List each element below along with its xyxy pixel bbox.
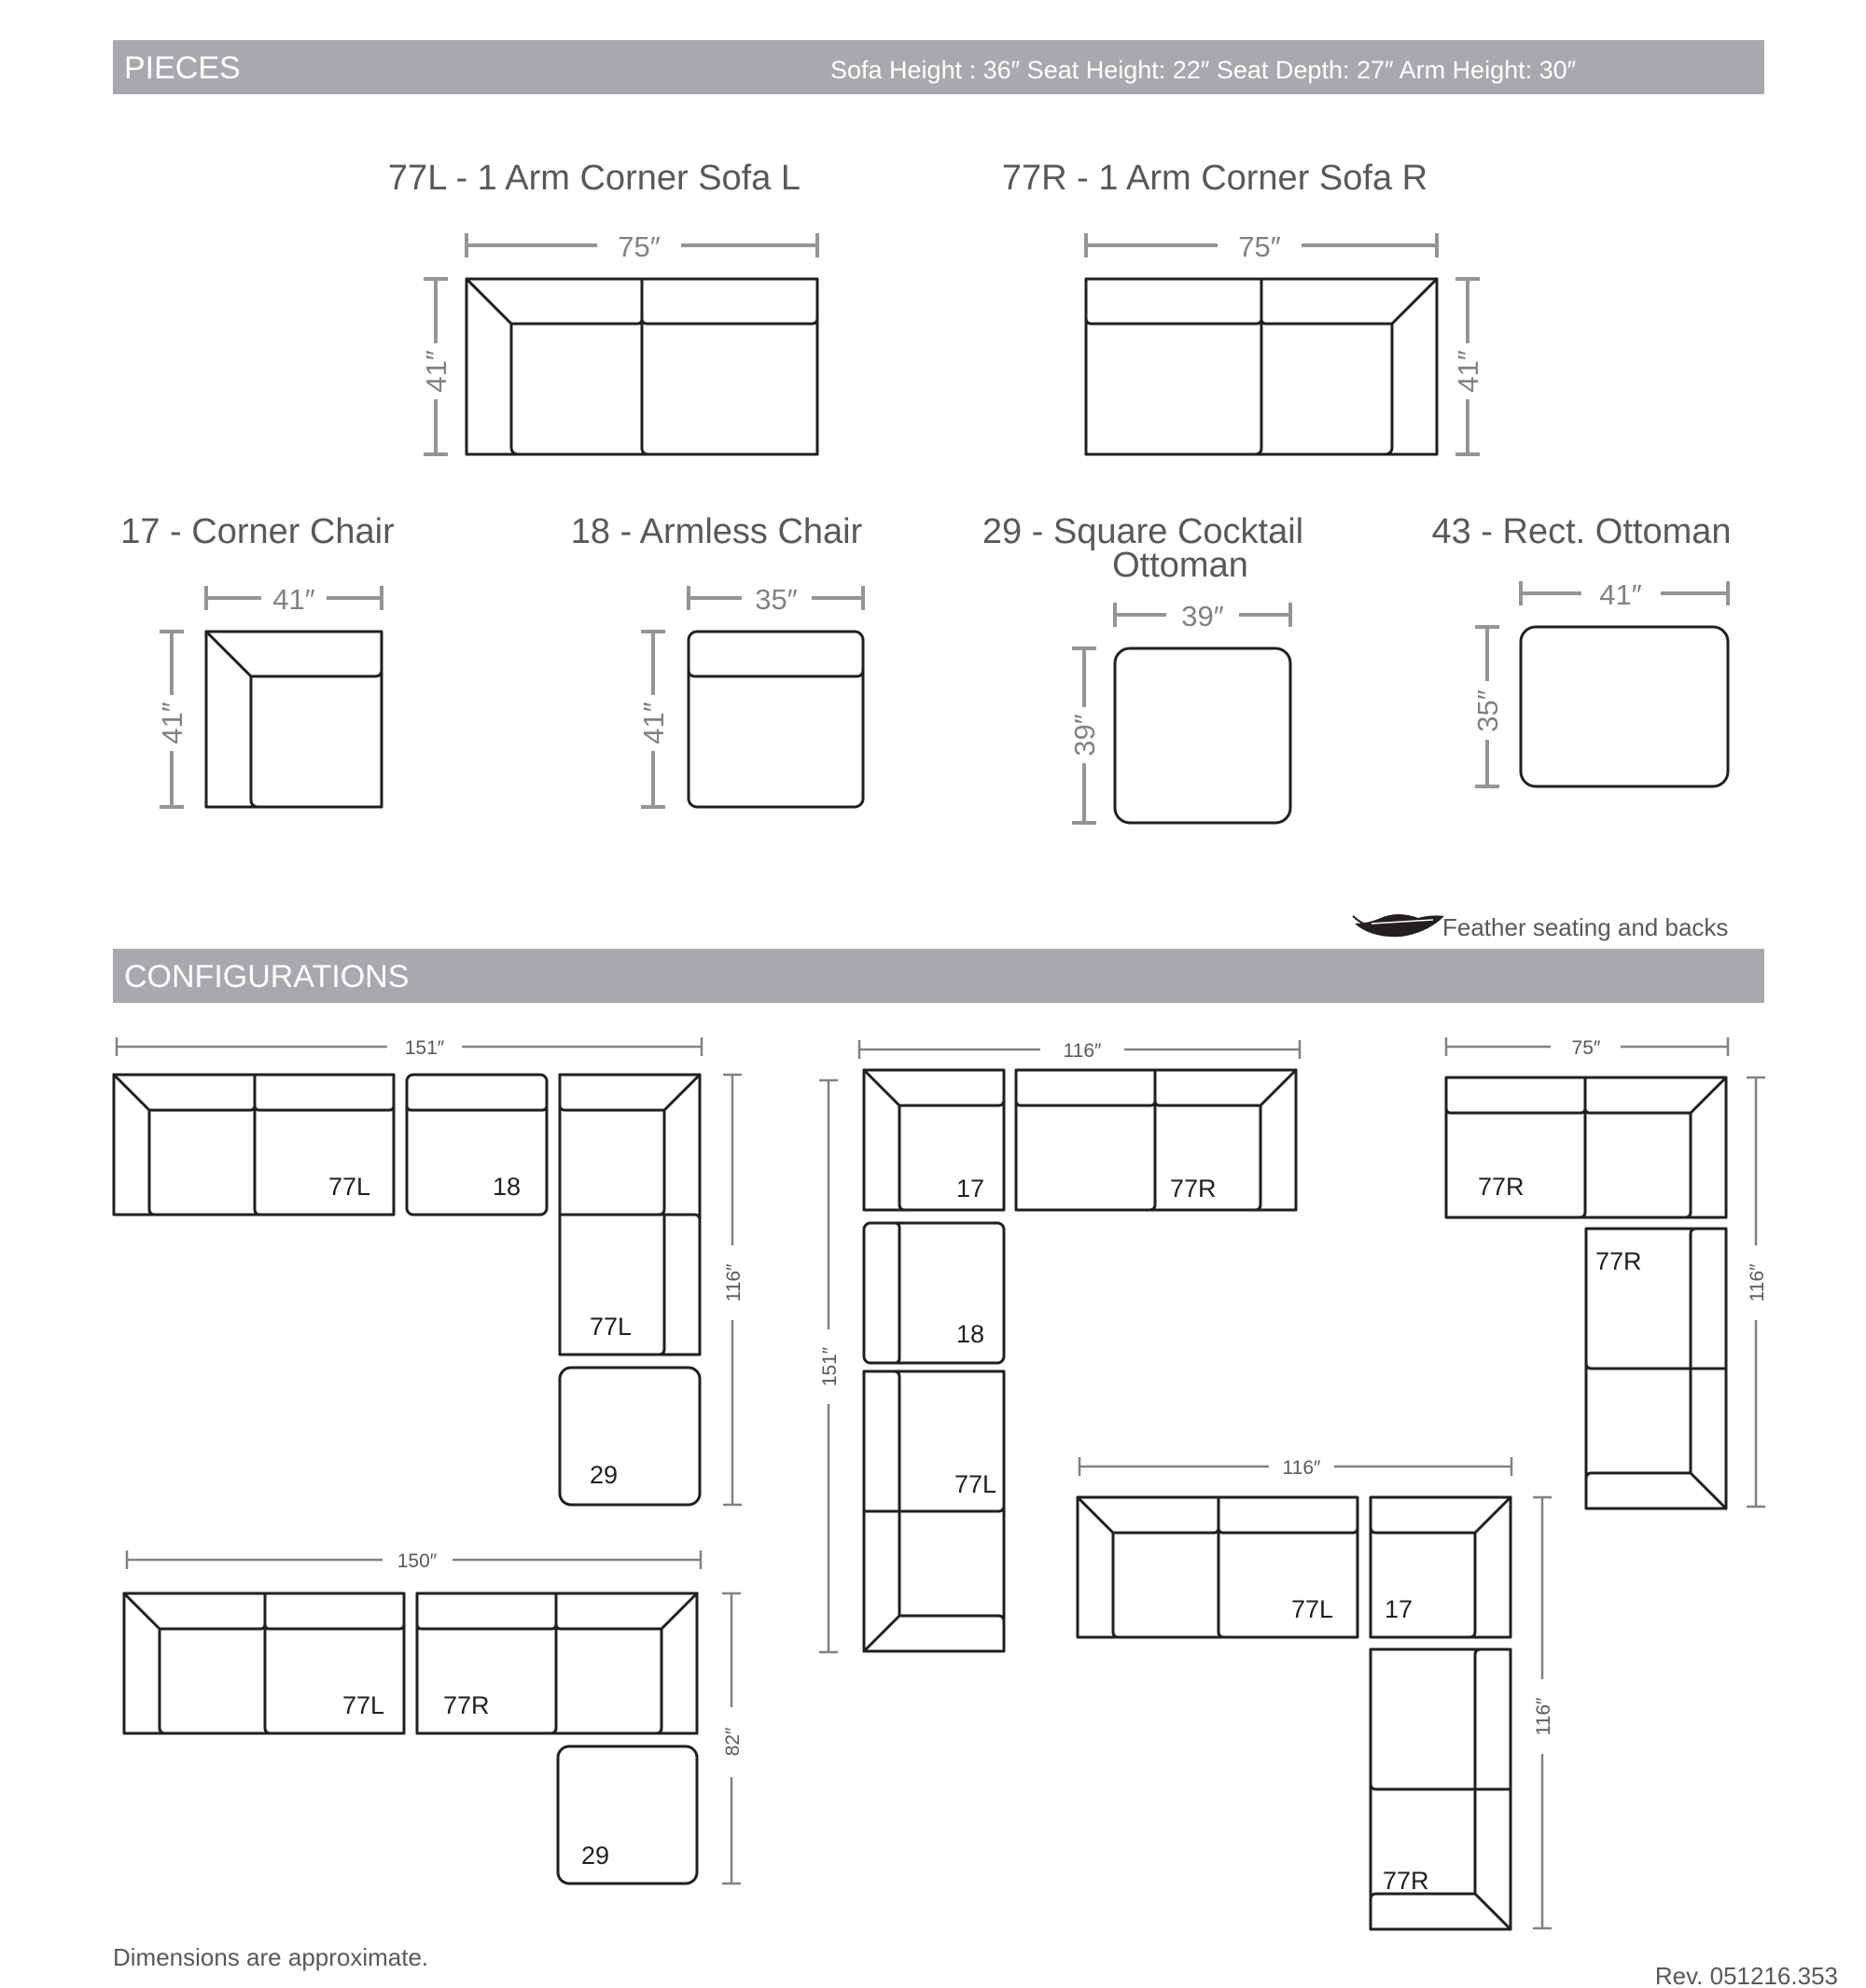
config-4-label-17: 17: [1385, 1595, 1413, 1623]
config-1-armless-18: [407, 1075, 547, 1215]
piece-77r-depth: 41″: [1452, 350, 1484, 393]
piece-77l-drawing: [466, 279, 817, 454]
piece-77r-drawing: [1086, 279, 1437, 454]
pieces-header: [113, 40, 1764, 94]
piece-77l-title: 77L - 1 Arm Corner Sofa L: [387, 159, 801, 198]
configuration-1: [114, 1037, 745, 1505]
config-2-depth: 82″: [722, 1727, 744, 1757]
config-2-depth-dimension: [722, 1593, 744, 1884]
config-5-label-77r: 77R: [1478, 1173, 1525, 1201]
config-1-width-dimension: [117, 1037, 702, 1059]
piece-18: [571, 512, 863, 807]
config-5-depth: 116″: [1747, 1263, 1768, 1302]
config-2-ottoman-29: [558, 1746, 697, 1884]
piece-77r-width-dimension: [1086, 230, 1437, 263]
config-2-width-dimension: [127, 1550, 701, 1572]
piece-18-depth: 41″: [637, 702, 670, 744]
piece-77l-depth: 41″: [420, 350, 453, 393]
config-3-depth: 151″: [819, 1346, 841, 1387]
configuration-5: [1446, 1037, 1768, 1508]
piece-77r: [1002, 159, 1484, 454]
config-3-depth-dimension: [819, 1080, 841, 1652]
config-1-label-29: 29: [590, 1461, 619, 1489]
config-1-label-77l-vertical: 77L: [590, 1313, 633, 1341]
config-4-depth: 116″: [1533, 1697, 1554, 1736]
config-4-label-77r: 77R: [1383, 1867, 1429, 1895]
piece-43-drawing: [1521, 627, 1728, 786]
config-3-width-dimension: [859, 1040, 1300, 1062]
config-5-width-dimension: [1446, 1037, 1728, 1059]
config-3-sofa-77l-vertical: [864, 1371, 1004, 1651]
feather-text: Feather seating and backs: [1442, 913, 1729, 941]
piece-17: [120, 512, 395, 807]
config-3-sofa-77r: [1016, 1070, 1296, 1210]
config-2-label-77l: 77L: [342, 1691, 385, 1719]
piece-43-depth-dimension: [1471, 627, 1504, 786]
piece-17-width-dimension: [206, 583, 382, 616]
piece-77l-width: 75″: [618, 230, 661, 263]
config-1-depth: 116″: [723, 1263, 745, 1302]
config-3-label-77r: 77R: [1170, 1175, 1217, 1203]
piece-43: [1431, 512, 1731, 786]
config-1-label-77l: 77L: [328, 1173, 371, 1201]
piece-18-title: 18 - Armless Chair: [570, 512, 863, 551]
piece-77l: [388, 159, 817, 454]
config-5-width: 75″: [1571, 1037, 1601, 1059]
config-2-width: 150″: [397, 1550, 438, 1572]
piece-17-depth: 41″: [156, 702, 188, 744]
config-5-depth-dimension: [1747, 1077, 1768, 1507]
piece-43-width: 41″: [1599, 578, 1642, 611]
piece-17-width: 41″: [272, 583, 315, 616]
config-5-label-77r-vertical: 77R: [1595, 1247, 1642, 1275]
configuration-4: [1078, 1457, 1554, 1929]
config-4-label-77l: 77L: [1291, 1595, 1334, 1623]
footer-revision: Rev. 051216.353: [1654, 1962, 1838, 1988]
piece-17-drawing: [206, 632, 382, 807]
piece-77r-width: 75″: [1238, 230, 1281, 263]
footer-note: Dimensions are approximate.: [113, 1943, 429, 1971]
piece-17-title: 17 - Corner Chair: [120, 512, 395, 551]
config-1-depth-dimension: [723, 1075, 745, 1505]
piece-18-width-dimension: [689, 583, 863, 616]
piece-17-depth-dimension: [156, 632, 188, 807]
configuration-2: [124, 1550, 744, 1884]
config-1-width: 151″: [404, 1037, 445, 1059]
feather-note: [1353, 913, 1728, 941]
config-1-ottoman-29: [560, 1368, 700, 1505]
piece-43-depth: 35″: [1471, 689, 1504, 732]
piece-29-depth-dimension: [1068, 648, 1101, 823]
piece-29-depth: 39″: [1068, 714, 1101, 757]
config-3-label-77l: 77L: [954, 1470, 997, 1498]
config-3-label-18: 18: [956, 1320, 985, 1348]
config-4-width: 116″: [1282, 1457, 1321, 1479]
config-4-depth-dimension: [1533, 1497, 1554, 1928]
piece-43-width-dimension: [1521, 578, 1728, 611]
piece-29: [982, 512, 1303, 823]
pieces-header-label: PIECES: [124, 50, 241, 86]
config-2-label-29: 29: [581, 1842, 610, 1870]
config-4-width-dimension: [1079, 1457, 1511, 1479]
piece-29-title-line2: Ottoman: [1112, 546, 1248, 585]
piece-77l-width-dimension: [466, 230, 817, 263]
config-3-label-17: 17: [956, 1175, 985, 1203]
piece-43-title: 43 - Rect. Ottoman: [1431, 512, 1732, 551]
piece-77l-depth-dimension: [420, 279, 453, 454]
config-3-width: 116″: [1063, 1040, 1102, 1062]
feather-icon: [1353, 914, 1444, 937]
piece-18-drawing: [689, 632, 863, 807]
config-2-label-77r: 77R: [443, 1691, 490, 1719]
piece-29-title-line1: 29 - Square Cocktail: [982, 512, 1304, 551]
configurations-header-label: CONFIGURATIONS: [124, 959, 410, 994]
piece-77r-depth-dimension: [1452, 279, 1484, 454]
pieces-specs: Sofa Height : 36″ Seat Height: 22″ Seat Depth: 27″ Arm Height: 30″: [830, 56, 1577, 84]
piece-29-drawing: [1115, 648, 1290, 823]
piece-18-depth-dimension: [637, 632, 670, 807]
piece-18-width: 35″: [755, 583, 798, 616]
piece-29-width: 39″: [1181, 600, 1224, 633]
piece-77r-title: 77R - 1 Arm Corner Sofa R: [1001, 159, 1428, 198]
configurations-header: [113, 949, 1764, 1003]
config-1-label-18: 18: [493, 1173, 522, 1201]
piece-29-width-dimension: [1115, 600, 1290, 633]
